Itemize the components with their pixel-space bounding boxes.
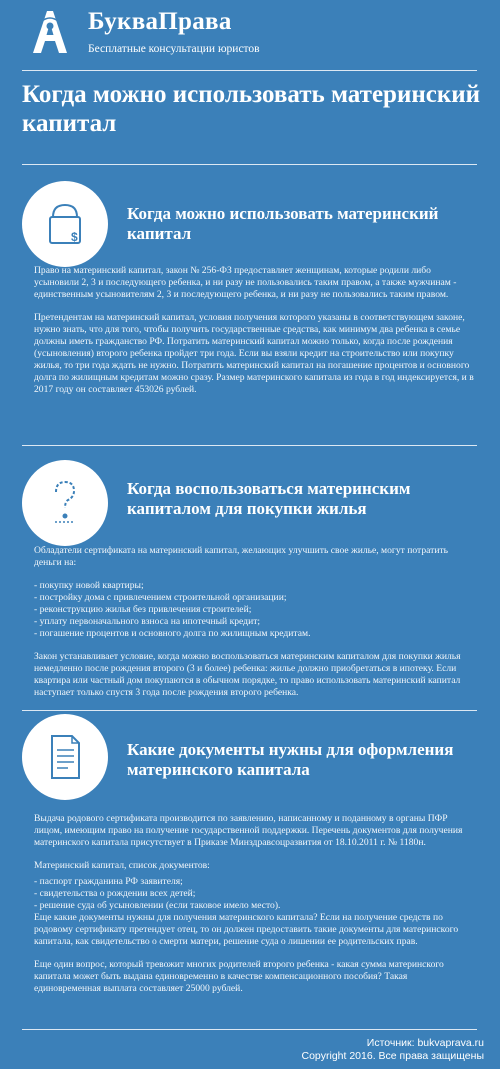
bullet-list [34, 876, 474, 912]
paragraph: Еще какие документы нужны для получения материнского капитала? Если на получение средств по родовому сертификату претендует отец, то он должен предоставить такие документы для материнского капитала, как свидетельство о смерти матери, решение суда о лишении ее родительских прав. [34, 912, 459, 947]
list-item: - паспорт гражданина РФ заявителя; [34, 876, 183, 887]
divider [22, 164, 477, 165]
brand-name[interactable]: БукваПрава [88, 8, 232, 35]
money-bag-icon [22, 181, 108, 267]
list-item: - погашение процентов и основного долга по жилищным кредитам. [34, 628, 311, 639]
logo-icon[interactable] [27, 7, 73, 57]
section-body [34, 813, 474, 1006]
header [0, 0, 500, 70]
paragraph: Право на материнский капитал, закон № 256-ФЗ предоставляет женщинам, которые родили либо усыновили 2, 3 и последующего ребенка, и ни разу не пользовались таким правом, а также мужчинам - единственным усыновителям 2, 3 и последующего ребенка, и ни разу не пользовались таким правом. [34, 265, 457, 300]
section-title: Какие документы нужны для оформления материнского капитала [127, 740, 454, 779]
page-title: Когда можно использовать материнский капитал [22, 81, 481, 137]
section-title: Когда воспользоваться материнским капиталом для покупки жилья [127, 479, 411, 518]
list-item: - уплату первоначального взноса на ипотечный кредит; [34, 616, 261, 627]
question-mark-icon [22, 460, 108, 546]
list-item: - решение суда об усыновлении (если таковое имело место). [34, 900, 281, 911]
svg-text:$: $ [71, 230, 78, 244]
document-icon [22, 714, 108, 800]
paragraph: Еще один вопрос, который тревожит многих родителей второго ребенка - какая сумма материнского капитала может быть выдана единовременно в качестве компенсационного пособия? Такая единовременная выплата составляет 25000 рублей. [34, 959, 444, 994]
paragraph: Выдача родового сертификата производится по заявлению, написанному и поданному в органы ПФР лицом, имеющим право на получение государственной поддержки. Перечень документов для получения материнского капитала присутствует в Приказе Минздравсоцразвития от 18.10.2011 г. № 1180н. [34, 813, 463, 848]
list-item: - постройку дома с привлечением строительной организации; [34, 592, 287, 603]
divider [22, 1029, 477, 1030]
divider [22, 445, 477, 446]
footer [301, 1037, 484, 1063]
section-title: Когда можно использовать материнский капитал [127, 204, 439, 243]
bullet-list [34, 580, 474, 640]
divider [22, 70, 477, 71]
list-title: Материнский капитал, список документов: [34, 860, 210, 871]
paragraph: Обладатели сертификата на материнский капитал, желающих улучшить свое жилье, могут потратить деньги на: [34, 545, 449, 568]
copyright: Copyright 2016. Все права защищены [301, 1050, 484, 1062]
paragraph: Закон устанавливает условие, когда можно воспользоваться материнским капиталом для покупки жилья немедленно после рождения второго (3 и более) ребенка: жилье должно приобретаться в ипотеку. Если квартира или частный дом покупаются в обычном порядке, то право использовать материнский капитал наступает только спустя 3 года после рождения второго ребенка. [34, 651, 461, 698]
list-item: - свидетельства о рождении всех детей; [34, 888, 196, 899]
paragraph: Претендентам на материнский капитал, условия получения которого указаны в соответствующем законе, нужно знать, что для того, чтобы получить государственные средства, как минимум два ребенка в семье должны иметь гражданство РФ. Потратить материнский капитал можно только, когда после рождения (усыновления) второго ребенка пройдет три года. Если вы взяли кредит на строительство или покупку жилья, то три года ждать не нужно. Потратить материнский капитал на погашение процентов и основного долга по жилищным кредитам можно сразу. Размер материнского капитала из года в год индексируется, и в 2017 году он составляет 453026 рублей. [34, 312, 474, 395]
source-link[interactable]: Источник: bukvaprava.ru [366, 1037, 484, 1049]
section-body [34, 545, 474, 710]
list-item: - реконструкцию жилья без привлечения строителей; [34, 604, 252, 615]
brand-tagline: Бесплатные консультации юристов [88, 43, 260, 55]
list-item: - покупку новой квартиры; [34, 580, 144, 591]
section-body [34, 265, 474, 407]
divider [22, 710, 477, 711]
